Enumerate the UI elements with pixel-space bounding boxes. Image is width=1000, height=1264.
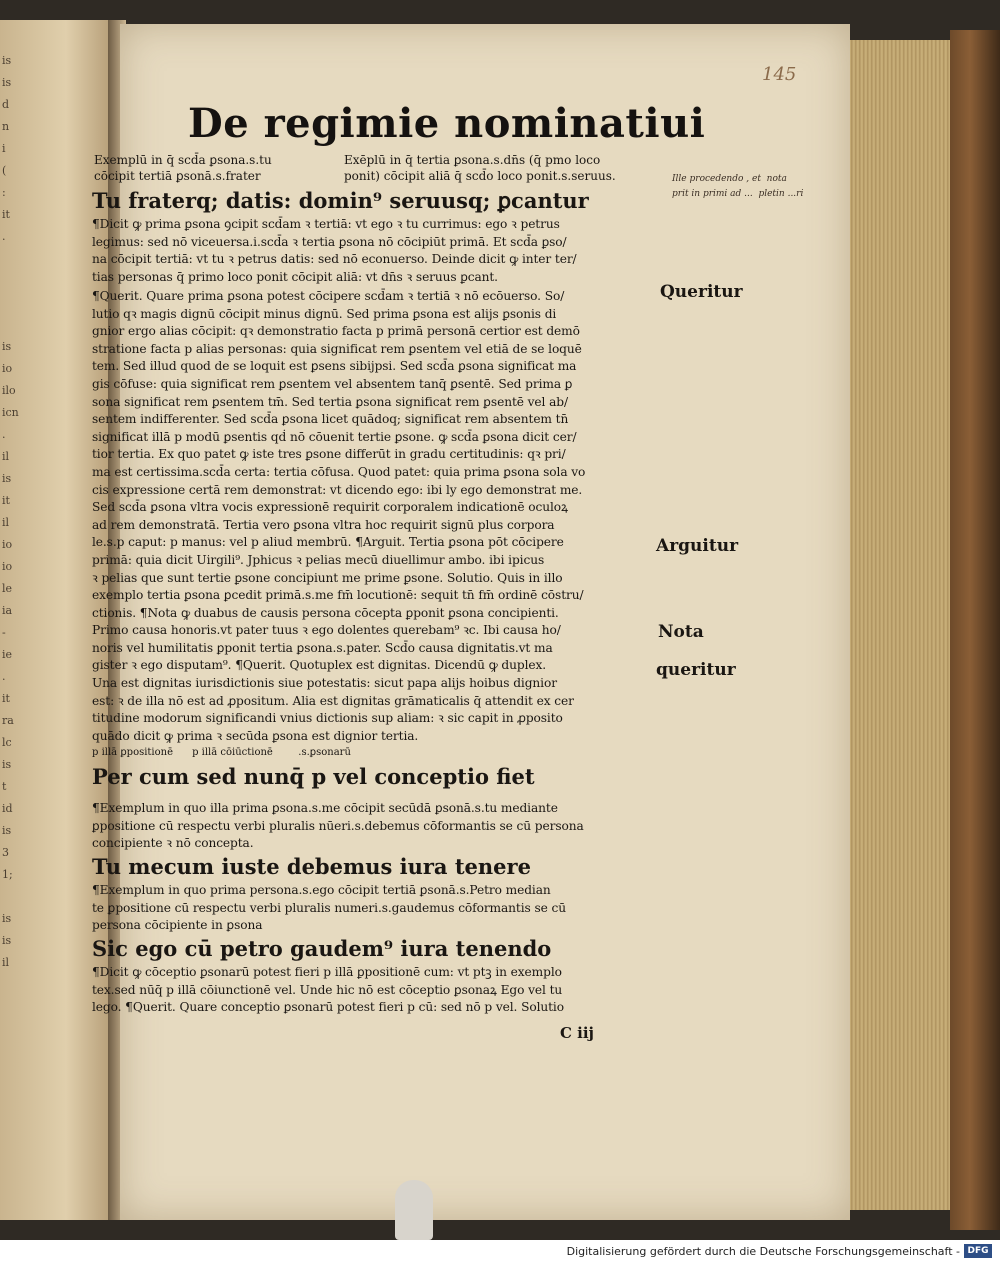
margin-note-queritur-2: queritur: [656, 660, 736, 680]
left-page-edge-text: is is d n i ( : it . is io ilo icn . il is it il io io le ia - ie . it ra lc is t id is 3 1; is is il: [2, 54, 19, 969]
paragraph-2: ¶Querit. Quare prima ꝑsona potest cōcipere scd̄am ꝛ tertiā ꝛ nō ecōuerso. So/ lutio qꝛ magis dignū cōcipit minus dignū. Sed prima ꝑsona est alijs ꝑsonis di gnior ergo alias cōcipit: qꝛ demonstratio facta p primā personā certior est demō stratione facta p alias personas: quia significat rem ꝑsentem vel etiā de se loquē tem. Sed illud quod de se loquit est ꝑsens sibijpsi. Sed scd̄a ꝑsona significat ma gis cōfuse: quia significat rem ꝑsentem vel absentem tanq̄ ꝑsentē. Sed prima ꝑ sona significat rem ꝑsentem tm̄. Sed tertia ꝑsona significat rem ꝑsentē vel ab/ sentem indifferenter. Sed scd̄a ꝑsona licet quādoq; significat rem absentem tn̄ significat illā p modū ꝑsentis qḋ nō cōuenit tertie ꝑsone. ꝙ scd̄a ꝑsona dicit cer/ tior tertia. Ex quo patet ꝙ iste tres ꝑsone differūt in gradu certitudinis: qꝛ pri/ ma est certissima.scd̄a certa: tertia cōfusa. Quod patet: quia prima ꝑsona sola vo cis expressione certā rem demonstrat: vt dicendo ego: ibi ly ego demonstrat me. Sed scd̄a ꝑsona vltra vocis expressionē requirit corporalem indicationē oculoꝝ ad rem demonstratā. Tertia vero ꝑsona vltra hoc requirit signū plus corpora le.s.p caput: p manus: vel p aliud membrū. ¶Arguit. Tertia ꝑsona pōt cōcipere primā: quia dicit Uirgili⁹. Jphicus ꝛ pelias mecū diuellimur ambo. ibi ipicus ꝛ pelias que sunt tertie ꝑsone concipiunt me prime ꝑsone. Solutio. Quis in illo exemplo tertia ꝑsona ꝑcedit primā.s.me fm̄ locutionē: sequit tn̄ fm̄ ordinē cōstru/ ctionis. ¶Nota ꝙ duabus de causis persona cōcepta ꝑponit ꝑsona concipienti. Primo causa honoris.vt pater tuus ꝛ ego dolentes querebam⁹ ꝛc. Ibi causa ho/ noris vel humilitatis ꝑponit tertia ꝑsona.s.pater. Scd̄o causa dignitatis.vt ma gister ꝛ ego disputam⁹. ¶Querit. Quotuplex est dignitas. Dicendū ꝙ duplex. Una est dignitas iurisdictionis siue potestatis: sicut papa alijs hoibus dignior est: ꝛ de illa nō est ad ꝓpositum. Alia est dignitas grāmaticalis q̄ attendit ex cer titudine modorum significandi vnius dictionis sup aliam: ꝛ sic capit in ꝓposito quādo dicit ꝙ prima ꝛ secūda ꝑsona est dignior tertia.: [92, 289, 586, 743]
funding-credit: Digitalisierung gefördert durch die Deutsche Forschungsgemeinschaft -: [566, 1245, 960, 1258]
signature-mark: C iij: [560, 1024, 594, 1042]
dfg-logo: DFG: [964, 1244, 992, 1258]
verse-1: Tu fraterq; datis: domin⁹ seruusq; ꝑcantur: [92, 188, 589, 213]
verse-4: Sic ego cū petro gaudem⁹ iura tenendo: [92, 936, 552, 961]
example-right-column: Exēplū in q̄ tertia ꝑsona.s.dn̄s (q̄ pmo loco ponit) cōcipit aliā q̄ scd̄o loco ponit.s.seruus.: [344, 153, 616, 183]
margin-note-nota: Nota: [658, 622, 704, 642]
handwritten-page-number: 145: [762, 64, 797, 85]
verse-3: Tu mecum iuste debemus iura tenere: [92, 854, 531, 879]
page-holder-clip: [395, 1180, 433, 1240]
handwritten-margin-note: Ille procedendo , et nota prit in primi ad ... pletin ...ri: [672, 174, 804, 199]
paragraph-3: ¶Exemplum in quo illa prima ꝑsona.s.me cōcipit secūdā ꝑsonā.s.tu mediante ꝑpositione cū respectu verbi pluralis nūeri.s.debemus cōformantis se cū persona concipiente ꝛ nō concepta.: [92, 801, 584, 851]
paragraph-1: ¶Dicit ꝙ prima ꝑsona ꝯcipit scd̄am ꝛ tertiā: vt ego ꝛ tu currimus: ego ꝛ petrus legimus: sed nō viceuersa.i.scd̄a ꝛ tertia ꝑsona nō cōcipiūt primā. Et scd̄a ꝑso/ na cōcipit tertiā: vt tu ꝛ petrus datis: sed nō econuerso. Deinde dicit ꝙ inter ter/ tias personas q̄ primo loco ponit cōcipit aliā: vt dn̄s ꝛ seruus ꝑcant.: [92, 217, 577, 284]
footer-bar: [0, 1240, 1000, 1264]
book-cover-edge: [950, 30, 1000, 1230]
margin-note-arguitur: Arguitur: [656, 536, 739, 556]
page-fore-edge: [840, 40, 965, 1210]
page-title: De regimie nominatiui: [188, 100, 706, 147]
interlinear-gloss: p illā ꝑpositionē p illā cōiūctionē .s.ꝑsonarū: [92, 747, 351, 758]
verse-2: Per cum sed nunq̄ p vel conceptio fiet: [92, 764, 535, 789]
paragraph-5: ¶Dicit ꝙ cōceptio ꝑsonarū potest fieri p illā ꝑpositionē cum: vt ptꝫ in exemplo tex.sed nūq̄ p illā cōiunctionē vel. Unde hic nō est cōceptio ꝑsonaꝝ Ego vel tu lego. ¶Querit. Quare conceptio ꝑsonarū potest fieri p cū: sed nō p vel. Solutio: [92, 965, 564, 1015]
example-left-column: Exemplū in q̄ scd̄a ꝑsona.s.tu cōcipit tertiā ꝑsonā.s.frater: [94, 153, 272, 183]
margin-note-queritur: Queritur: [660, 282, 743, 302]
paragraph-4: ¶Exemplum in quo prima persona.s.ego cōcipit tertiā ꝑsonā.s.Petro median te ꝑpositione cū respectu verbi pluralis numeri.s.gaudemus cōformantis se cū persona cōcipiente in ꝑsona: [92, 883, 566, 933]
